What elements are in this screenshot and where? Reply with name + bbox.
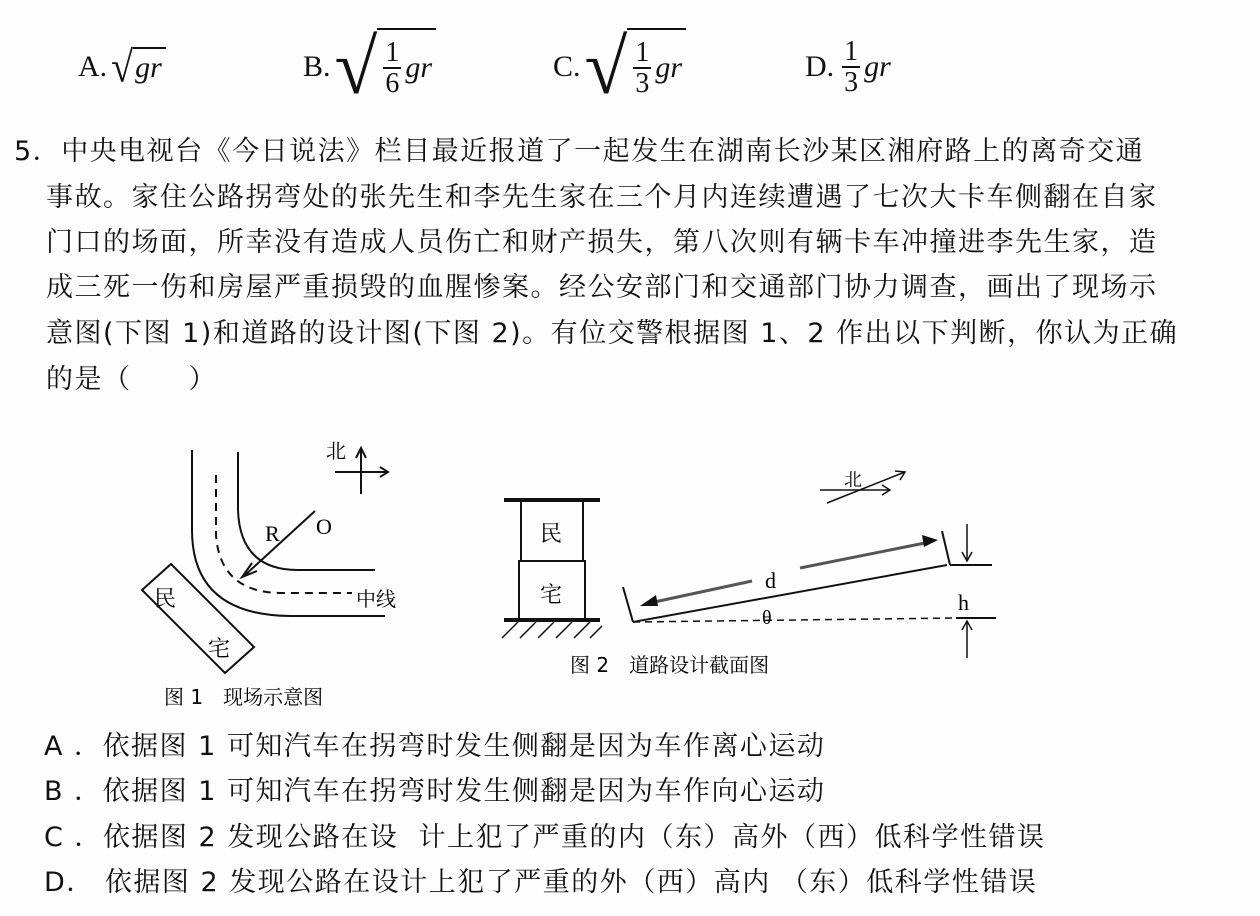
choice-label: C ． <box>44 822 103 853</box>
option-a-math <box>78 22 166 112</box>
figure-1-caption: 图 1 现场示意图 <box>164 685 324 709</box>
choice-label: A ． <box>44 731 103 762</box>
fraction: $\frac{1}{6}$ <box>385 36 400 99</box>
question-number: 5． <box>14 136 62 167</box>
inner-road-edge <box>238 452 375 570</box>
figure-1-scene-diagram <box>130 430 430 720</box>
north-label: 北 <box>326 439 346 463</box>
option-label: C. <box>553 50 581 83</box>
option-label: A. <box>78 50 108 83</box>
horizontal-dashed-line <box>633 618 956 622</box>
house-char-1: 民 <box>154 587 177 612</box>
choice-d[interactable]: D． 依据图 2 发现公路在设计上犯了严重的外（西）高内 （东）低科学性错误 <box>44 867 1038 898</box>
question-line-2: 事故。家住公路拐弯处的张先生和李先生家在三个月内连续遭遇了七次大卡车侧翻在自家 <box>46 182 1158 213</box>
d-arrow-right <box>800 542 930 568</box>
radius-label: R <box>265 521 280 546</box>
question-line-3: 门口的场面，所幸没有造成人员伤亡和财产损失，第八次则有辆卡车冲撞进李先生家，造 <box>46 227 1158 258</box>
question-line-6: 的是（ ） <box>46 364 217 395</box>
choice-a[interactable]: A ．依据图 1 可知汽车在拐弯时发生侧翻是因为车作离心运动 <box>44 731 826 762</box>
road-left-curb <box>623 587 633 622</box>
ground-hatching <box>502 622 602 638</box>
choice-label: D． <box>44 867 95 898</box>
d-arrow-left <box>645 581 752 604</box>
centerline-label: 中线 <box>356 587 396 611</box>
north-label: 北 <box>844 470 862 491</box>
fraction: $\frac{1}{3}$ <box>635 36 650 99</box>
house-char-1: 民 <box>540 522 563 547</box>
choice-c[interactable]: C ．依据图 2 发现公路在设 计上犯了严重的内（东）高外（西）低科学性错误 <box>44 822 1046 853</box>
option-label: D. <box>805 50 835 83</box>
choice-b[interactable]: B ．依据图 1 可知汽车在拐弯时发生侧翻是因为车作向心运动 <box>44 776 826 807</box>
house-outline <box>142 564 254 673</box>
question-line-5: 意图(下图 1)和道路的设计图(下图 2)。有位交警根据图 1、2 作出以下判断，你认为正确 <box>46 318 1179 349</box>
north-arrow-oblique <box>827 472 905 503</box>
theta-label: θ <box>762 607 772 629</box>
center-label: O <box>316 514 332 539</box>
road-surface <box>633 565 947 622</box>
sqrt-expression: √ $\frac{1}{6}$ gr <box>335 28 437 106</box>
question-line-4: 成三死一伤和房屋严重损毁的血腥惨案。经公安部门和交通部门协力调查，画出了现场示 <box>46 272 1158 303</box>
choice-label: B ． <box>44 776 103 807</box>
figure-2-road-cross-section <box>490 450 1050 690</box>
d-label: d <box>765 568 776 593</box>
house-char-2: 宅 <box>540 583 563 608</box>
sqrt-expression: √ gr <box>111 47 166 87</box>
option-b-math <box>303 22 436 112</box>
sqrt-expression: √ $\frac{1}{3}$ gr <box>585 28 687 106</box>
option-label: B. <box>303 50 331 83</box>
question-line-1: 5．中央电视台《今日说法》栏目最近报道了一起发生在湖南长沙某区湘府路上的离奇交通 <box>14 136 1145 167</box>
fraction: $\frac{1}{3}$ <box>844 35 859 98</box>
figure-2-caption: 图 2 道路设计截面图 <box>570 653 770 677</box>
option-d-math: D. $\frac{1}{3}$ gr <box>805 35 891 98</box>
h-label: h <box>958 590 969 615</box>
road-right-curb <box>942 531 950 565</box>
house-char-2: 宅 <box>208 637 231 662</box>
option-c-math <box>553 22 686 112</box>
